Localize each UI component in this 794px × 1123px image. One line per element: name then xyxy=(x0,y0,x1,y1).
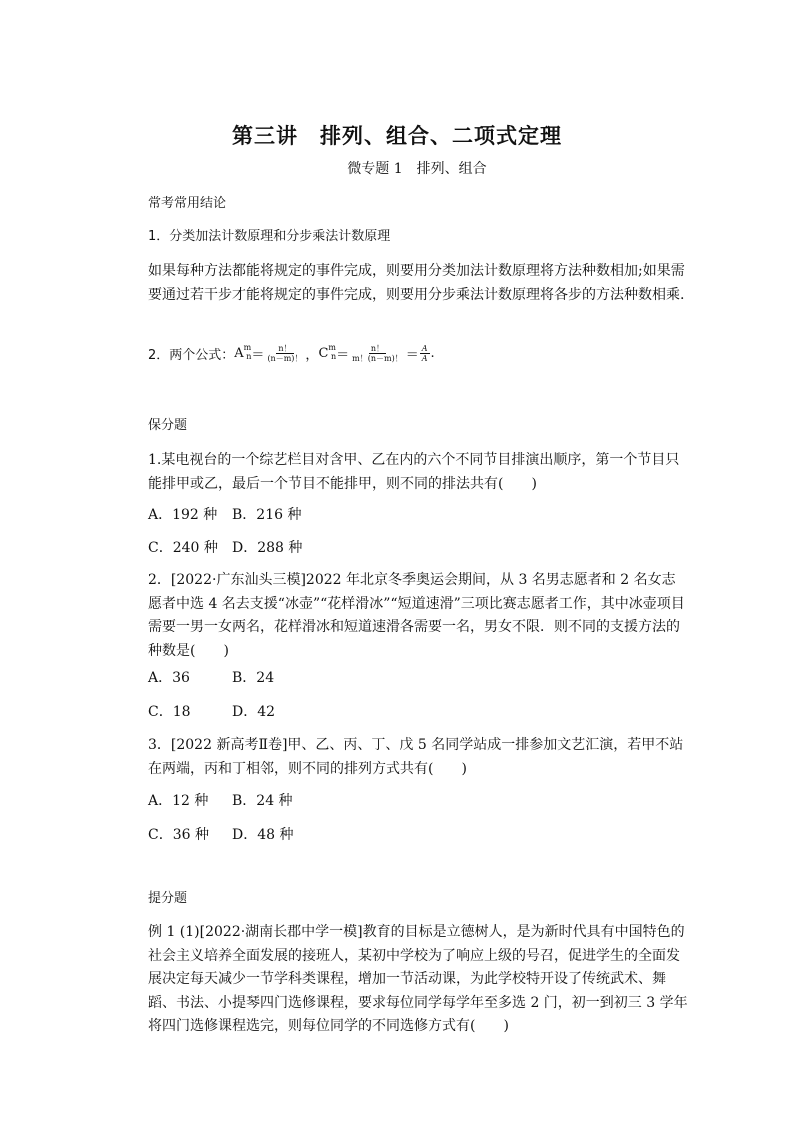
q1-option-c: C．240 种 xyxy=(148,540,218,556)
ratio-numerator: A xyxy=(421,343,428,353)
question-1-options-row1 xyxy=(148,505,301,525)
q3-option-d: D．48 种 xyxy=(232,827,294,843)
question-3-options-row1 xyxy=(148,791,293,811)
q3-option-a: A．12 种 xyxy=(148,793,209,809)
item2-label: 2．两个公式： xyxy=(148,347,235,363)
c-numerator: n！ xyxy=(370,343,385,353)
section-heading-advanced: 提分题 xyxy=(148,891,188,906)
period: . xyxy=(430,345,435,361)
example-1-text: 例 1 (1)[2022·湖南长郡中学一模]教育的目标是立德树人，是为新时代具有中国特色的社会主义培养全面发展的接班人，某初中学校为了响应上级的号召，促进学生的全面发展决定每天减少一节学科类课程，增加一节活动课，为此学校特开设了传统武术、舞蹈、书法、小提琴四门选修课程，要求每位同学每学年至多选 2 门，初一到初三 3 学年将四门选修课程选完，则每位同学的不同选修方式有( ) xyxy=(148,924,688,1034)
question-3-options-row2 xyxy=(148,825,294,845)
c-fraction xyxy=(350,344,405,363)
page-subtitle: 微专题 1 排列、组合 xyxy=(347,161,487,177)
section-heading-conclusions: 常考常用结论 xyxy=(148,196,227,211)
ratio-denominator: A xyxy=(421,353,428,363)
question-1-options-row2 xyxy=(148,538,302,558)
a-denominator: (n－m)！ xyxy=(267,353,303,363)
equals-sign: ＝ xyxy=(251,347,265,363)
question-2-options-row2 xyxy=(148,702,275,722)
equals-sign-3: ＝ xyxy=(405,347,419,363)
item1-text: 如果每种方法都能将规定的事件完成，则要用分类加法计数原理将方法种数相加;如果需要通过若干步才能将规定的事件完成，则要用分步乘法计数原理将各步的方法种数相乘. xyxy=(148,263,685,303)
q1-option-d: D．288 种 xyxy=(232,540,303,556)
a-symbol: A xyxy=(234,345,244,361)
q2-option-b: B．24 xyxy=(232,670,275,686)
q1-option-a: A．192 种 xyxy=(148,507,218,523)
c-denominator: m！(n－m)！ xyxy=(352,353,403,363)
item1-heading: 1．分类加法计数原理和分步乘法计数原理 xyxy=(148,229,391,244)
q1-option-b: B．216 种 xyxy=(232,507,302,523)
comma: ， xyxy=(305,347,319,363)
question-3-text: 3．[2022 新高考Ⅱ卷]甲、乙、丙、丁、戊 5 名同学站成一排参加文艺汇演，若甲不站在两端，丙和丁相邻，则不同的排列方式共有( ) xyxy=(148,737,684,777)
q3-option-b: B．24 种 xyxy=(232,793,293,809)
ratio-fraction xyxy=(420,344,430,363)
a-subscript: n xyxy=(246,351,252,361)
question-2-text: 2．[2022·广东汕头三模]2022 年北京冬季奥运会期间，从 3 名男志愿者和 2 名女志愿者中选 4 名去支援“冰壶”“花样滑冰”“短道速滑”三项比赛志愿者工作，其中冰壶项目需要一男一女两名，花样滑冰和短道速滑各需要一名，男女不限．则不同的支援方法的种数是( ) xyxy=(148,572,685,659)
page-title: 第三讲 排列、组合、二项式定理 xyxy=(232,123,562,148)
a-fraction xyxy=(265,344,304,363)
a-numerator: n！ xyxy=(278,343,292,353)
q2-option-c: C．18 xyxy=(148,704,191,720)
q2-option-d: D．42 xyxy=(232,704,276,720)
a-superscript: m xyxy=(243,342,252,352)
c-subscript: n xyxy=(330,351,337,361)
section-heading-basic: 保分题 xyxy=(148,418,188,433)
equals-sign-2: ＝ xyxy=(336,347,350,363)
c-superscript: m xyxy=(328,342,336,352)
c-symbol: C xyxy=(318,345,329,361)
q2-option-a: A．36 xyxy=(148,670,190,686)
question-1-text: 1.某电视台的一个综艺栏目对含甲、乙在内的六个不同节目排演出顺序，第一个节目只能排甲或乙，最后一个节目不能排甲，则不同的排法共有( ) xyxy=(148,452,680,492)
permutation-formula xyxy=(148,338,435,368)
question-2-options-row1 xyxy=(148,668,274,688)
q3-option-c: C．36 种 xyxy=(148,827,209,843)
